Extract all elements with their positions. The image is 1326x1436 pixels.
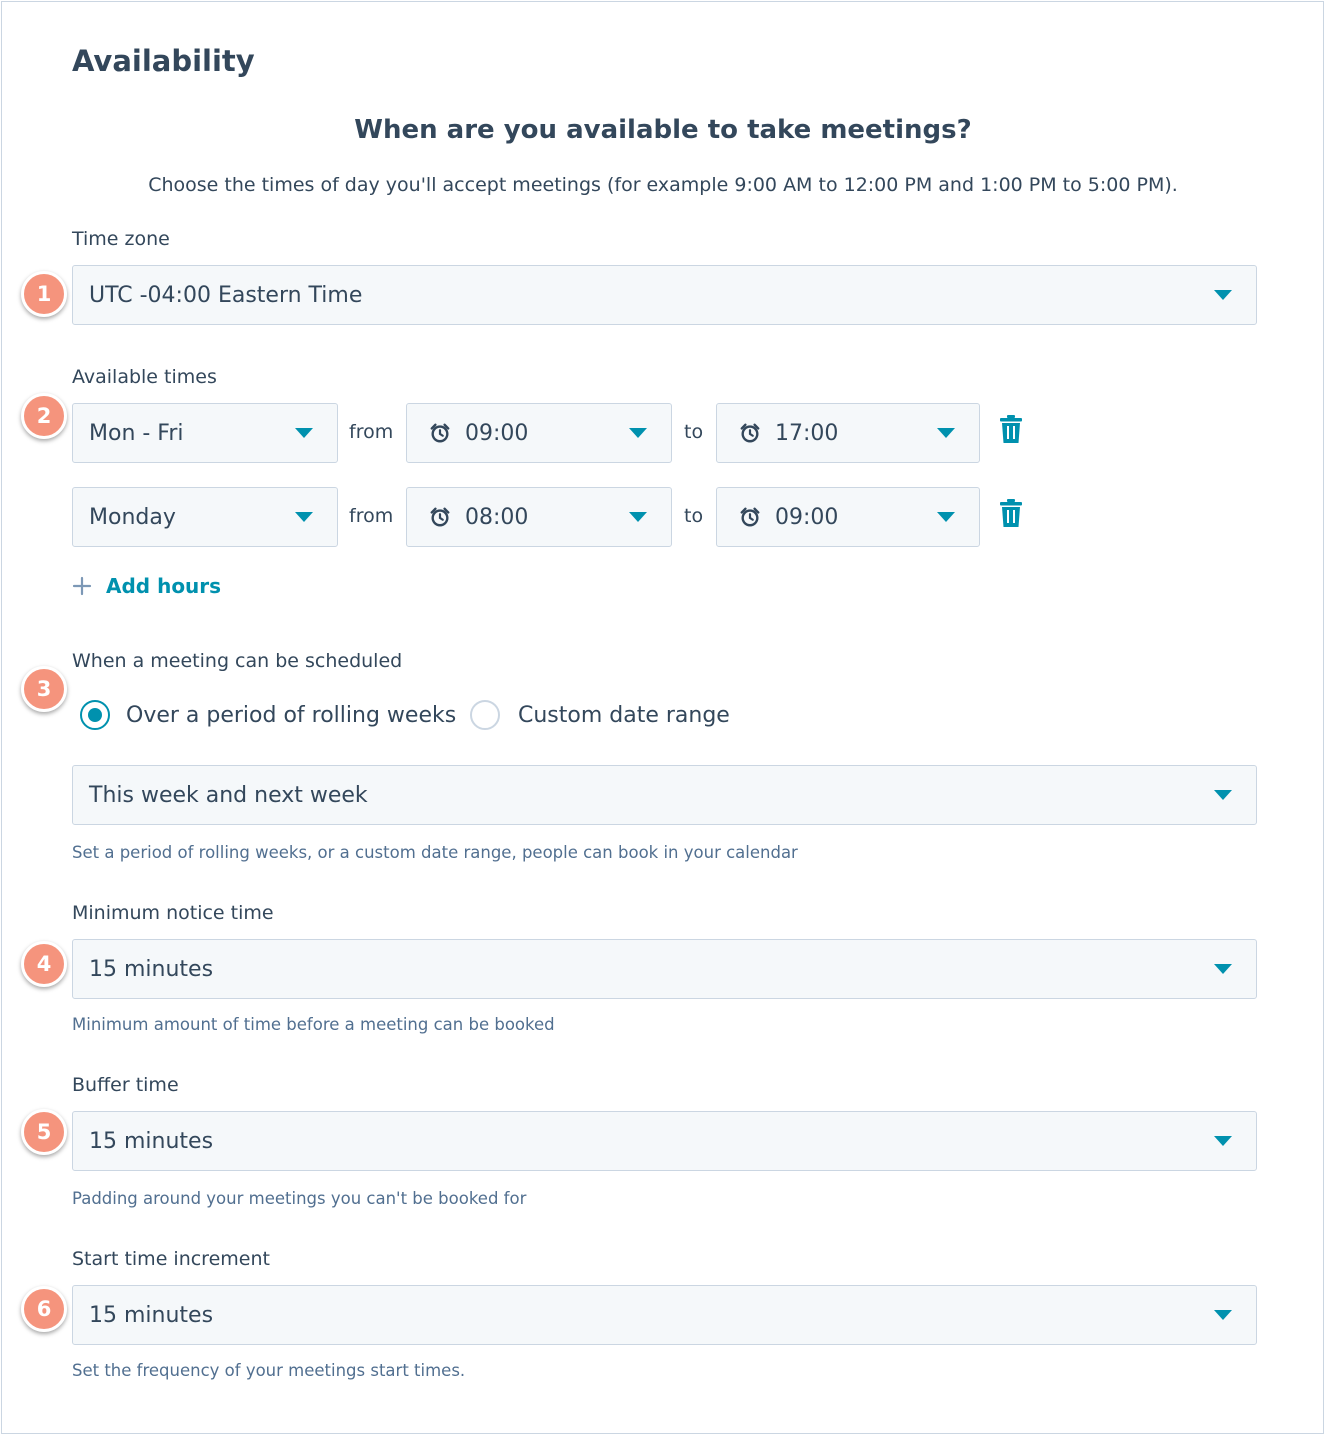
alarm-clock-icon [739, 422, 761, 444]
step-badge-6: 6 [21, 1286, 67, 1332]
timezone-select[interactable] [72, 265, 1257, 325]
trash-icon[interactable] [999, 498, 1023, 528]
chevron-down-icon [1214, 790, 1232, 800]
days-value: Mon - Fri [89, 420, 184, 446]
min-notice-help-text: Minimum amount of time before a meeting can be booked [72, 1015, 555, 1034]
alarm-clock-icon [429, 506, 451, 528]
add-hours-label: Add hours [106, 574, 222, 598]
available-times-label: Available times [72, 366, 217, 388]
step-badge-4: 4 [21, 941, 67, 987]
to-time-value: 17:00 [775, 420, 839, 446]
min-notice-label: Minimum notice time [72, 902, 274, 924]
radio-unchecked-icon[interactable] [470, 700, 500, 730]
buffer-label: Buffer time [72, 1074, 179, 1096]
radio-rolling-weeks[interactable] [80, 700, 456, 730]
days-select-row-2[interactable] [72, 487, 338, 547]
step-badge-5: 5 [21, 1109, 67, 1155]
from-time-value: 09:00 [465, 420, 529, 446]
chevron-down-icon [629, 428, 647, 438]
alarm-clock-icon [739, 506, 761, 528]
chevron-down-icon [1214, 1136, 1232, 1146]
from-time-value: 08:00 [465, 504, 529, 530]
from-time-select-row-1[interactable] [406, 403, 672, 463]
chevron-down-icon [1214, 290, 1232, 300]
from-time-select-row-2[interactable] [406, 487, 672, 547]
chevron-down-icon [295, 512, 313, 522]
radio-rolling-weeks-label: Over a period of rolling weeks [126, 702, 457, 728]
to-time-select-row-1[interactable] [716, 403, 980, 463]
from-label: from [349, 421, 394, 443]
availability-question: When are you available to take meetings? [354, 115, 972, 145]
buffer-select[interactable] [72, 1111, 1257, 1171]
chevron-down-icon [1214, 964, 1232, 974]
radio-custom-date-range-label: Custom date range [518, 702, 730, 728]
availability-description: Choose the times of day you'll accept meetings (for example 9:00 AM to 12:00 PM and 1:00 PM to 5:00 PM). [148, 174, 1178, 196]
start-increment-help-text: Set the frequency of your meetings start times. [72, 1361, 466, 1380]
page-title: Availability [72, 44, 255, 78]
chevron-down-icon [937, 428, 955, 438]
step-badge-2: 2 [21, 393, 67, 439]
min-notice-select[interactable] [72, 939, 1257, 999]
start-increment-value: 15 minutes [89, 1302, 214, 1328]
radio-custom-date-range[interactable] [470, 700, 730, 730]
to-time-select-row-2[interactable] [716, 487, 980, 547]
start-increment-label: Start time increment [72, 1248, 270, 1270]
schedule-help-text: Set a period of rolling weeks, or a custom date range, people can book in your calendar [72, 843, 798, 862]
add-hours-button[interactable] [72, 574, 221, 598]
radio-checked-icon[interactable] [80, 700, 110, 730]
step-badge-1: 1 [21, 271, 67, 317]
start-increment-select[interactable] [72, 1285, 1257, 1345]
chevron-down-icon [937, 512, 955, 522]
chevron-down-icon [295, 428, 313, 438]
buffer-help-text: Padding around your meetings you can't be booked for [72, 1189, 527, 1208]
buffer-value: 15 minutes [89, 1128, 214, 1154]
from-label: from [349, 505, 394, 527]
days-select-row-1[interactable] [72, 403, 338, 463]
step-badge-3: 3 [21, 666, 67, 712]
chevron-down-icon [629, 512, 647, 522]
plus-icon [72, 576, 92, 596]
rolling-weeks-value: This week and next week [89, 782, 368, 808]
timezone-value: UTC -04:00 Eastern Time [89, 282, 363, 308]
to-label: to [684, 421, 704, 443]
chevron-down-icon [1214, 1310, 1232, 1320]
alarm-clock-icon [429, 422, 451, 444]
min-notice-value: 15 minutes [89, 956, 214, 982]
trash-icon[interactable] [999, 414, 1023, 444]
timezone-label: Time zone [72, 228, 170, 250]
days-value: Monday [89, 504, 176, 530]
to-time-value: 09:00 [775, 504, 839, 530]
to-label: to [684, 505, 704, 527]
schedule-label: When a meeting can be scheduled [72, 650, 403, 672]
rolling-weeks-select[interactable] [72, 765, 1257, 825]
